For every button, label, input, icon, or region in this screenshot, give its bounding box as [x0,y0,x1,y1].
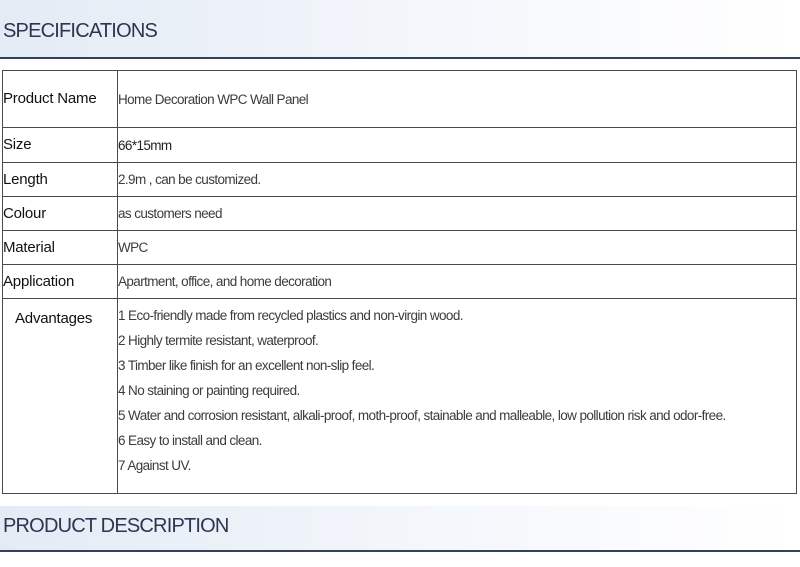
spec-row-product-name [3,71,797,128]
advantage-item: 5 Water and corrosion resistant, alkali-proof, moth-proof, stainable and malleable, low pollution risk and odor-free. [118,408,726,423]
advantage-item: 2 Highly termite resistant, waterproof. [118,333,319,348]
spec-value: 2.9m , can be customized. [118,163,797,197]
spec-row-length [3,163,797,197]
specifications-table [2,70,797,494]
spec-row-size [3,128,797,163]
spec-row-application [3,265,797,299]
spec-label: Material [3,231,118,265]
spec-value: Home Decoration WPC Wall Panel [118,71,797,128]
spec-label: Size [3,128,118,163]
product-description-heading: PRODUCT DESCRIPTION [3,515,229,537]
advantages-list-cell [118,299,797,494]
advantages-list [118,299,796,478]
specifications-heading: SPECIFICATIONS [3,20,158,42]
spec-label: Application [3,265,118,299]
spec-row-material [3,231,797,265]
spec-row-advantages [3,299,797,494]
advantage-item: 4 No staining or painting required. [118,383,300,398]
spec-value: 66*15mm [118,128,797,163]
spec-label: Product Name [3,71,118,128]
advantage-item: 1 Eco-friendly made from recycled plastics and non-virgin wood. [118,308,463,323]
advantage-item: 7 Against UV. [118,458,191,473]
section-divider [0,57,800,59]
spec-value: WPC [118,231,797,265]
section-divider [0,550,800,552]
spec-value: Apartment, office, and home decoration [118,265,797,299]
advantage-item: 6 Easy to install and clean. [118,433,262,448]
spec-row-colour [3,197,797,231]
spec-value: as customers need [118,197,797,231]
advantage-item: 3 Timber like finish for an excellent non-slip feel. [118,358,375,373]
spec-label: Advantages [3,299,118,494]
spec-label: Length [3,163,118,197]
spec-label: Colour [3,197,118,231]
